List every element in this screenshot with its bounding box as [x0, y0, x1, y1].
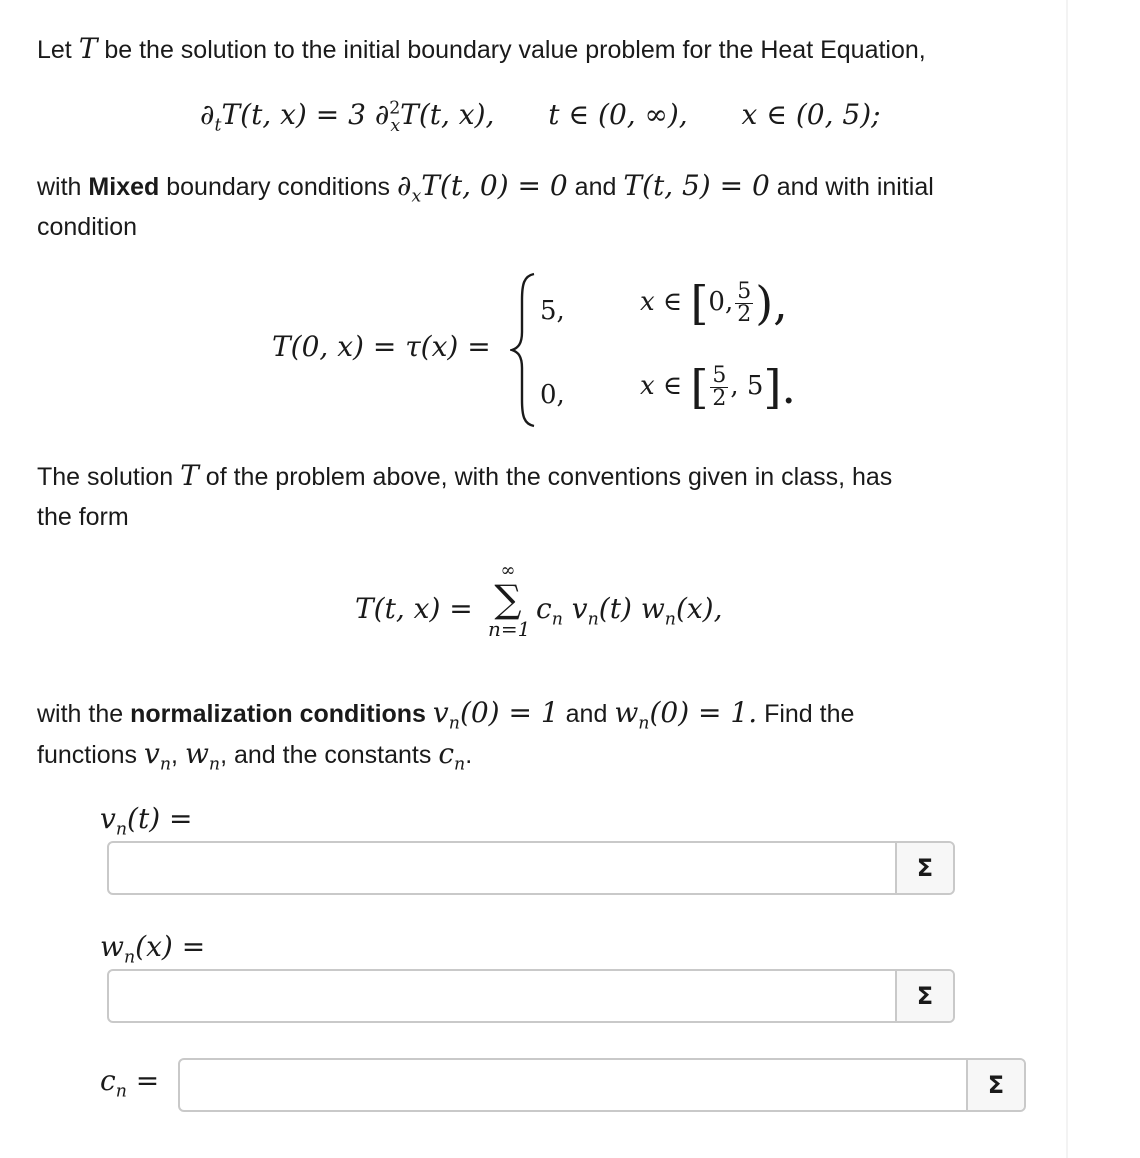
- eq-rhs-rest: T(t, x),: [400, 98, 495, 131]
- case1-lo: 0,: [708, 287, 734, 317]
- case1-value: 5,: [540, 296, 565, 326]
- wn-label: [100, 930, 206, 968]
- sum-upper: ∞: [500, 560, 516, 581]
- eq-lhs-rest: T(t, x) = 3 ∂: [221, 98, 390, 131]
- sum-symbol: ∑: [494, 577, 522, 621]
- series-w: w: [640, 592, 665, 625]
- bc2: T(t, 5) = 0: [623, 169, 770, 202]
- case1-open: [: [690, 276, 709, 330]
- case2-open: [: [690, 360, 709, 414]
- bc-prefix: with: [37, 173, 82, 201]
- norm-c2-sub: n: [638, 713, 650, 734]
- sub-t: t: [214, 115, 222, 136]
- bc-suffix: and with initial: [776, 173, 934, 201]
- norm-and: and: [565, 700, 608, 728]
- sigma-icon: Σ: [916, 982, 934, 1010]
- sum-operator: [488, 560, 531, 641]
- cn-answer-field: [178, 1058, 1026, 1112]
- initial-lhs: [272, 330, 491, 363]
- norm-f1-sub: n: [159, 754, 172, 775]
- case1-prefix: x ∈: [640, 287, 683, 317]
- norm-f2-w: w: [184, 737, 209, 770]
- bc1-rest: T(t, 0) = 0: [421, 169, 568, 202]
- boundary-text: [37, 166, 1057, 247]
- case1-num: 5: [737, 278, 752, 304]
- series-lhs: [355, 592, 473, 625]
- bc-line2: condition: [37, 213, 138, 241]
- page-edge: [1066, 0, 1068, 1158]
- sum-lower: n=1: [488, 617, 531, 641]
- wn-equation-editor-button[interactable]: [895, 971, 953, 1021]
- intro-tail: be the solution to the initial boundary value problem for the Heat Equation,: [104, 36, 926, 64]
- series-c: c: [536, 592, 552, 625]
- bc1: [396, 169, 568, 207]
- series-w-arg: (x),: [675, 592, 723, 625]
- var-T: T: [78, 32, 98, 65]
- series-term: [536, 592, 723, 630]
- norm-f2: [184, 737, 221, 775]
- wn-answer-field: [107, 969, 955, 1023]
- cn-input[interactable]: [180, 1060, 970, 1110]
- sol-tail: of the problem above, with the conventions given in class, has: [205, 463, 893, 491]
- bc1-sub: x: [411, 186, 422, 207]
- norm-c2-rest: (0) = 1.: [649, 696, 758, 729]
- solution-text: [37, 456, 1057, 537]
- sup-2: 2: [389, 98, 401, 119]
- vn-sub: n: [115, 819, 128, 840]
- case2-hi: , 5: [730, 371, 764, 401]
- case2-frac: [710, 362, 728, 411]
- norm-c-c: c: [438, 737, 454, 770]
- bc-and: and: [574, 173, 617, 201]
- partial-t: ∂: [200, 98, 215, 131]
- case1-frac: [735, 278, 753, 327]
- t-domain: t ∈ (0, ∞),: [548, 98, 688, 131]
- bc-mid: boundary conditions: [166, 173, 391, 201]
- wn-w: w: [100, 930, 124, 963]
- norm-f1: [144, 737, 172, 775]
- initial-lhs-text: T(0, x) = τ(x) =: [272, 330, 491, 363]
- norm-cond1: [432, 696, 559, 734]
- norm-c2-w: w: [614, 696, 639, 729]
- cn-rest: =: [135, 1064, 160, 1097]
- norm-cond2: [614, 696, 758, 734]
- vn-label: [100, 802, 193, 840]
- case2-value: 0,: [540, 380, 565, 410]
- case2-prefix: x ∈: [640, 371, 683, 401]
- case2-den: 2: [712, 385, 727, 411]
- heat-equation: [200, 98, 881, 136]
- norm-c: [438, 737, 466, 775]
- vn-answer-field: [107, 841, 955, 895]
- sigma-icon: Σ: [916, 854, 934, 882]
- series-v-arg: (t): [598, 592, 632, 625]
- sol-var-T: T: [180, 459, 199, 492]
- series-lhs-text: T(t, x) =: [355, 592, 473, 625]
- vn-rest: (t) =: [127, 802, 193, 835]
- series-c-sub: n: [551, 609, 563, 630]
- sol-line2: the form: [37, 503, 129, 531]
- norm-f1-v: v: [144, 737, 160, 770]
- bc1-partial: ∂: [396, 169, 412, 202]
- norm-line2b: , and the constants: [220, 741, 432, 769]
- vn-input[interactable]: [109, 843, 899, 893]
- norm-c1-v: v: [432, 696, 449, 729]
- series-v-sub: n: [587, 609, 599, 630]
- cn-label: [100, 1064, 160, 1102]
- wn-input[interactable]: [109, 971, 899, 1021]
- norm-c1-sub: n: [448, 713, 460, 734]
- piecewise-brace: [510, 270, 538, 430]
- intro-text: [37, 29, 1057, 70]
- wn-sub: n: [123, 947, 136, 968]
- vn-equation-editor-button[interactable]: [895, 843, 953, 893]
- case2-num: 5: [712, 362, 727, 388]
- case1-den: 2: [737, 301, 752, 327]
- wn-rest: (x) =: [135, 930, 206, 963]
- norm-period: .: [465, 741, 473, 769]
- cn-c: c: [100, 1064, 116, 1097]
- cn-equation-editor-button[interactable]: [966, 1060, 1024, 1110]
- series-v: v: [571, 592, 588, 625]
- norm-tail: Find the: [764, 700, 855, 728]
- sol-lead: The solution: [37, 463, 174, 491]
- sigma-icon: Σ: [987, 1071, 1005, 1099]
- norm-line2a: functions: [37, 741, 138, 769]
- series-w-sub: n: [664, 609, 676, 630]
- bc-bold: Mixed: [88, 173, 160, 201]
- sub-x: x: [390, 115, 401, 136]
- cn-sub: n: [115, 1081, 127, 1102]
- case2-close: ].: [763, 360, 797, 414]
- norm-c1-rest: (0) = 1: [459, 696, 559, 729]
- norm-bold: normalization conditions: [130, 700, 426, 728]
- case2-domain: [640, 360, 797, 414]
- case1-domain: [640, 276, 788, 330]
- norm-f2-sub: n: [208, 754, 221, 775]
- x-domain: x ∈ (0, 5);: [741, 98, 881, 131]
- case1-close: ),: [755, 276, 788, 330]
- normalization-text: with the normalization conditions $v_n(0) = 1$ and $w_n(0) = 1$. Find the functions $v_n$, $w_n$, and the constants $c_n$.: [37, 696, 855, 775]
- intro-lead: Let: [37, 36, 72, 64]
- vn-v: v: [100, 802, 116, 835]
- norm-c-sub: n: [454, 754, 466, 775]
- norm-prefix: with the: [37, 700, 124, 728]
